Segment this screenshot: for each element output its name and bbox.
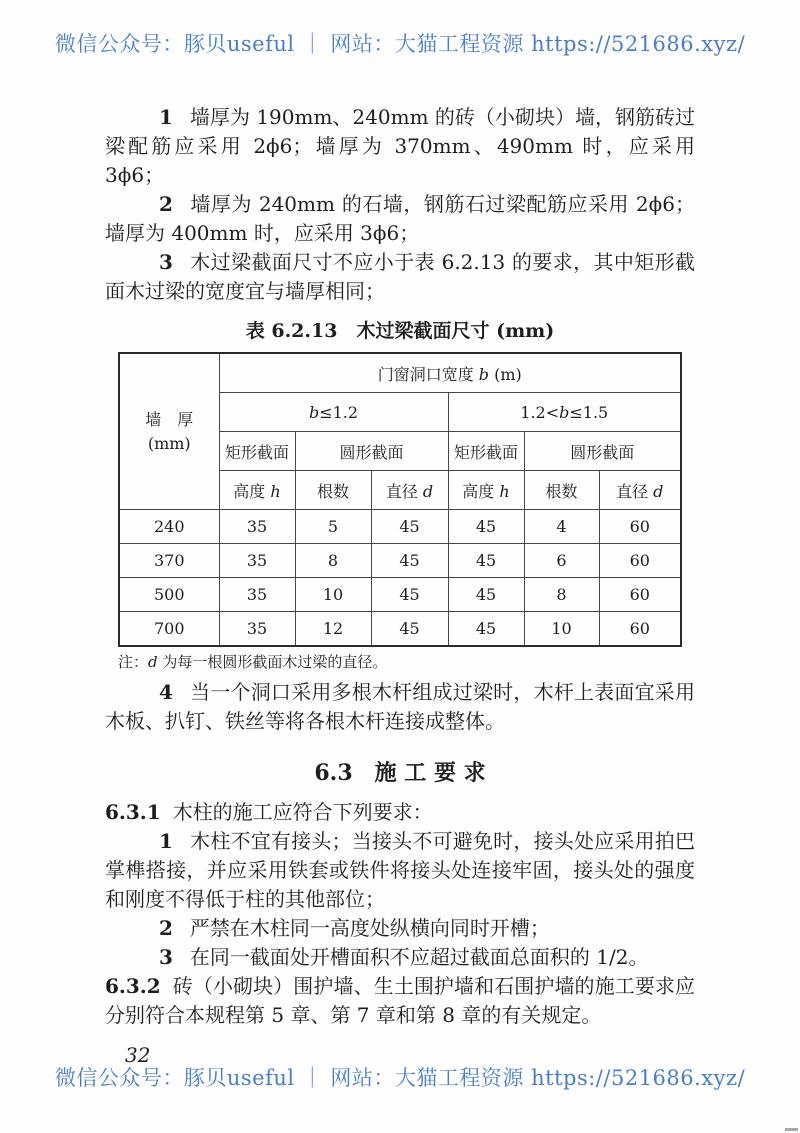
table-cell: 700 [119,612,219,647]
clause-number: 6.3.1 [105,800,161,824]
header-var: b [308,402,320,422]
table-header-cell-diameter-1 [371,471,448,510]
table-header-cell-range-2 [448,393,681,432]
table-header-cell-count-2: 根数 [524,471,599,510]
table-cell: 4 [524,510,599,544]
item-number: 2 [159,916,173,940]
section-heading [105,758,695,788]
table-title: 表 6.2.13 木过梁截面尺寸 (mm) [245,320,555,342]
header-text: 1.2< [520,402,560,422]
table-cell: 370 [119,544,219,578]
header-var: b [559,402,570,422]
item-number: 1 [159,829,173,853]
table-cell: 45 [371,510,448,544]
header-text: 高度 [233,481,271,501]
table-header-cell-height-1 [219,471,295,510]
item-text: 木过梁截面尺寸不应小于表 6.2.13 的要求，其中矩形截面木过梁的宽度宜与墙厚相同； [105,250,695,303]
clause-6-3-2 [105,972,695,1030]
table-row [119,578,681,612]
clause-6-3-1 [105,798,695,827]
table-cell: 45 [448,612,524,647]
table-cell: 60 [599,544,681,578]
table-cell: 35 [219,578,295,612]
note-var: d [148,653,158,671]
page-number: 32 [125,1043,151,1067]
table-cell: 12 [295,612,371,647]
table-cell: 45 [448,510,524,544]
item-text: 当一个洞口采用多根木杆组成过梁时，木杆上表面宜采用木板、扒钉、铁丝等将各根木杆连接成整体。 [105,680,695,733]
subclause-1 [105,827,695,914]
item-number: 2 [159,192,173,216]
watermark-header: 微信公众号：豚贝useful ｜ 网站：大猫工程资源 https://521686.xyz/ [54,32,746,56]
wall-thickness-label: 墙 厚 [145,409,194,429]
table-cell: 10 [295,578,371,612]
table-header-cell-round-section-1: 圆形截面 [295,432,448,471]
header-var: h [499,481,510,501]
table-cell: 45 [448,544,524,578]
page-content [105,103,695,1068]
header-text: ≤1.2 [319,402,359,422]
item-number: 3 [159,945,173,969]
clause-item-1 [105,103,695,190]
table-header-cell-wall-thickness [119,353,219,510]
table-cell: 5 [295,510,371,544]
table-header-cell-rect-section-1: 矩形截面 [219,432,295,471]
table-header-row [119,353,681,393]
table-cell: 60 [599,612,681,647]
header-var: d [653,481,664,501]
item-number: 4 [159,680,173,704]
table-cell: 8 [524,578,599,612]
table-header-cell-opening-width [219,353,681,393]
item-text: 木柱不宜有接头；当接头不可避免时，接头处应采用拍巴掌榫搭接，并应采用铁套或铁件将接头处连接牢固，接头处的强度和刚度不得低于柱的其他部位； [105,829,695,911]
item-number: 3 [159,250,173,274]
table-cell: 10 [524,612,599,647]
table-row [119,510,681,544]
table-cell: 8 [295,544,371,578]
table-cell: 500 [119,578,219,612]
table-cell: 6 [524,544,599,578]
table-cell: 45 [448,578,524,612]
table-header-cell-diameter-2 [599,471,681,510]
header-text: (m) [489,364,522,384]
table-row [119,544,681,578]
clause-text: 木柱的施工应符合下列要求： [172,800,433,824]
header-var: b [478,364,490,384]
header-var: h [270,481,281,501]
item-text: 墙厚为 190mm、240mm 的砖（小砌块）墙，钢筋砖过梁配筋应采用 2ϕ6；墙厚为 370mm、490mm 时，应采用 3ϕ6； [105,105,695,187]
table-cell: 45 [371,578,448,612]
table-cell: 35 [219,544,295,578]
table-header-cell-rect-section-2: 矩形截面 [448,432,524,471]
subclause-2 [105,914,695,943]
table-cell: 45 [371,612,448,647]
watermark-footer: 微信公众号：豚贝useful ｜ 网站：大猫工程资源 https://521686.xyz/ [54,1066,746,1090]
header-text: 直径 [616,481,654,501]
scan-artifact-dash [785,1128,798,1131]
table-cell: 35 [219,510,295,544]
item-number: 1 [159,105,173,129]
header-text: 高度 [462,481,500,501]
header-text: 门窗洞口宽度 [377,364,479,384]
item-text: 墙厚为 240mm 的石墙，钢筋石过梁配筋应采用 2ϕ6；墙厚为 400mm 时，应采用 3ϕ6； [105,192,695,245]
note-text: 注： [118,653,149,671]
item-text: 严禁在木柱同一高度处纵横向同时开槽； [189,916,550,940]
clause-item-2 [105,190,695,248]
table-cell: 45 [371,544,448,578]
section-title: 施 工 要 求 [374,760,486,786]
section-number: 6.3 [314,760,353,786]
header-var: d [422,481,434,501]
table-cell: 35 [219,612,295,647]
header-text: ≤1.5 [569,402,609,422]
table-header-cell-range-1 [219,393,448,432]
table-header-cell-height-2 [448,471,524,510]
table-row [119,612,681,647]
table-header-cell-count-1: 根数 [295,471,371,510]
table-cell: 60 [599,510,681,544]
table-header-cell-round-section-2: 圆形截面 [524,432,681,471]
item-text: 在同一截面处开槽面积不应超过截面总面积的 1/2。 [189,945,649,969]
clause-text: 砖（小砌块）围护墙、生土围护墙和石围护墙的施工要求应分别符合本规程第 5 章、第 7 章和第 8 章的有关规定。 [105,974,695,1027]
wall-thickness-unit: (mm) [147,433,191,453]
table-cell: 60 [599,578,681,612]
clause-number: 6.3.2 [105,974,161,998]
header-text: 直径 [385,481,423,501]
lintel-dimensions-table [118,352,682,647]
clause-item-3 [105,248,695,306]
table-note [118,652,695,673]
table-cell: 240 [119,510,219,544]
note-text: 为每一根圆形截面木过梁的直径。 [157,653,388,671]
subclause-3 [105,943,695,972]
clause-item-4 [105,678,695,736]
